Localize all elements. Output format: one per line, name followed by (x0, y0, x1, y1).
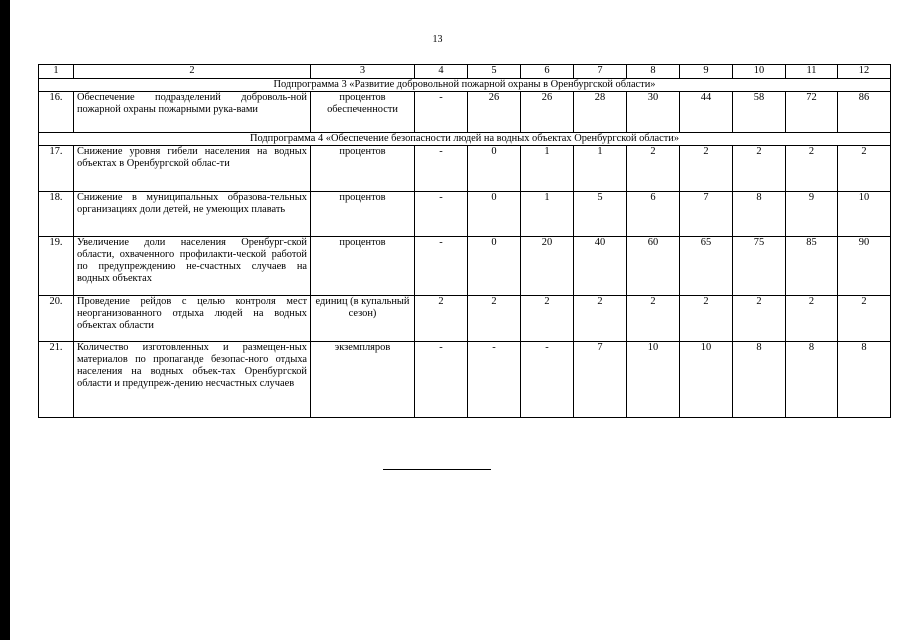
row-unit: процентов (311, 146, 415, 192)
column-header: 7 (574, 65, 627, 79)
row-value: 20 (521, 237, 574, 296)
row-value: 2 (627, 296, 680, 342)
row-unit: экземпляров (311, 342, 415, 418)
column-header: 1 (39, 65, 74, 79)
row-value: 2 (468, 296, 521, 342)
table-row (39, 296, 891, 342)
row-unit: процентов обеспеченности (311, 92, 415, 133)
column-header: 2 (74, 65, 311, 79)
table-row (39, 237, 891, 296)
column-header: 3 (311, 65, 415, 79)
row-value: 2 (680, 296, 733, 342)
row-value: - (415, 237, 468, 296)
row-value: 0 (468, 146, 521, 192)
row-value: 2 (627, 146, 680, 192)
column-header: 4 (415, 65, 468, 79)
column-header: 9 (680, 65, 733, 79)
row-value: - (415, 192, 468, 237)
subprogram-3-title: Подпрограмма 3 «Развитие добровольной пожарной охраны в Оренбургской области» (39, 79, 891, 92)
column-header: 11 (786, 65, 838, 79)
row-value: 2 (680, 146, 733, 192)
column-header: 6 (521, 65, 574, 79)
row-value: 2 (786, 296, 838, 342)
row-value: 2 (838, 146, 891, 192)
row-value: 10 (680, 342, 733, 418)
row-value: 0 (468, 192, 521, 237)
row-value: 7 (680, 192, 733, 237)
row-unit: процентов (311, 237, 415, 296)
table-row (39, 192, 891, 237)
table-row (39, 92, 891, 133)
row-value: 2 (733, 146, 786, 192)
row-value: 1 (574, 146, 627, 192)
row-value: 2 (733, 296, 786, 342)
footer-rule (383, 469, 491, 470)
row-number: 17. (39, 146, 74, 192)
row-value: 8 (838, 342, 891, 418)
row-value: 65 (680, 237, 733, 296)
row-value: 85 (786, 237, 838, 296)
table-row (39, 146, 891, 192)
row-value: 9 (786, 192, 838, 237)
row-value: 72 (786, 92, 838, 133)
row-value: 58 (733, 92, 786, 133)
row-value: - (415, 92, 468, 133)
subprogram-4-row (39, 133, 891, 146)
row-value: - (521, 342, 574, 418)
row-value: 6 (627, 192, 680, 237)
row-number: 21. (39, 342, 74, 418)
row-number: 20. (39, 296, 74, 342)
row-value: - (468, 342, 521, 418)
column-number-row (39, 65, 891, 79)
row-unit: единиц (в купальный сезон) (311, 296, 415, 342)
row-value: 1 (521, 192, 574, 237)
row-number: 19. (39, 237, 74, 296)
row-value: 2 (521, 296, 574, 342)
row-value: 8 (733, 342, 786, 418)
row-value: - (415, 146, 468, 192)
row-value: 2 (415, 296, 468, 342)
page-edge-bar (0, 0, 10, 640)
row-value: 10 (627, 342, 680, 418)
row-value: 8 (733, 192, 786, 237)
row-value: 1 (521, 146, 574, 192)
row-value: 28 (574, 92, 627, 133)
row-value: 26 (521, 92, 574, 133)
row-value: 7 (574, 342, 627, 418)
row-value: 2 (574, 296, 627, 342)
row-unit: процентов (311, 192, 415, 237)
row-description: Обеспечение подразделений доброволь-ной пожарной охраны пожарными рука-вами (74, 92, 311, 133)
row-value: 40 (574, 237, 627, 296)
column-header: 10 (733, 65, 786, 79)
row-value: 0 (468, 237, 521, 296)
row-value: 44 (680, 92, 733, 133)
row-description: Снижение в муниципальных образова-тельных организациях доли детей, не умеющих плавать (74, 192, 311, 237)
row-number: 16. (39, 92, 74, 133)
column-header: 5 (468, 65, 521, 79)
row-value: 10 (838, 192, 891, 237)
table-row (39, 342, 891, 418)
row-value: 5 (574, 192, 627, 237)
subprogram-4-title: Подпрограмма 4 «Обеспечение безопасности людей на водных объектах Оренбургской области» (39, 133, 891, 146)
row-value: 26 (468, 92, 521, 133)
row-number: 18. (39, 192, 74, 237)
row-description: Увеличение доли населения Оренбург-ской области, охваченного профилакти-ческой работой по предупреждению не-счастных случаев на водных объектах (74, 237, 311, 296)
page-number: 13 (432, 34, 443, 45)
column-header: 8 (627, 65, 680, 79)
indicators-table (38, 64, 891, 418)
row-value: 2 (838, 296, 891, 342)
row-value: - (415, 342, 468, 418)
subprogram-3-row (39, 79, 891, 92)
row-value: 8 (786, 342, 838, 418)
row-description: Снижение уровня гибели населения на водных объектах в Оренбургской облас-ти (74, 146, 311, 192)
row-value: 30 (627, 92, 680, 133)
row-value: 86 (838, 92, 891, 133)
row-value: 90 (838, 237, 891, 296)
row-description: Количество изготовленных и размещен-ных материалов по пропаганде безопас-ного отдыха населения на водных объек-тах Оренбургской области и предупреж-дению несчастных случаев (74, 342, 311, 418)
row-value: 75 (733, 237, 786, 296)
row-value: 2 (786, 146, 838, 192)
row-description: Проведение рейдов с целью контроля мест неорганизованного отдыха людей на водных объектах области (74, 296, 311, 342)
column-header: 12 (838, 65, 891, 79)
row-value: 60 (627, 237, 680, 296)
